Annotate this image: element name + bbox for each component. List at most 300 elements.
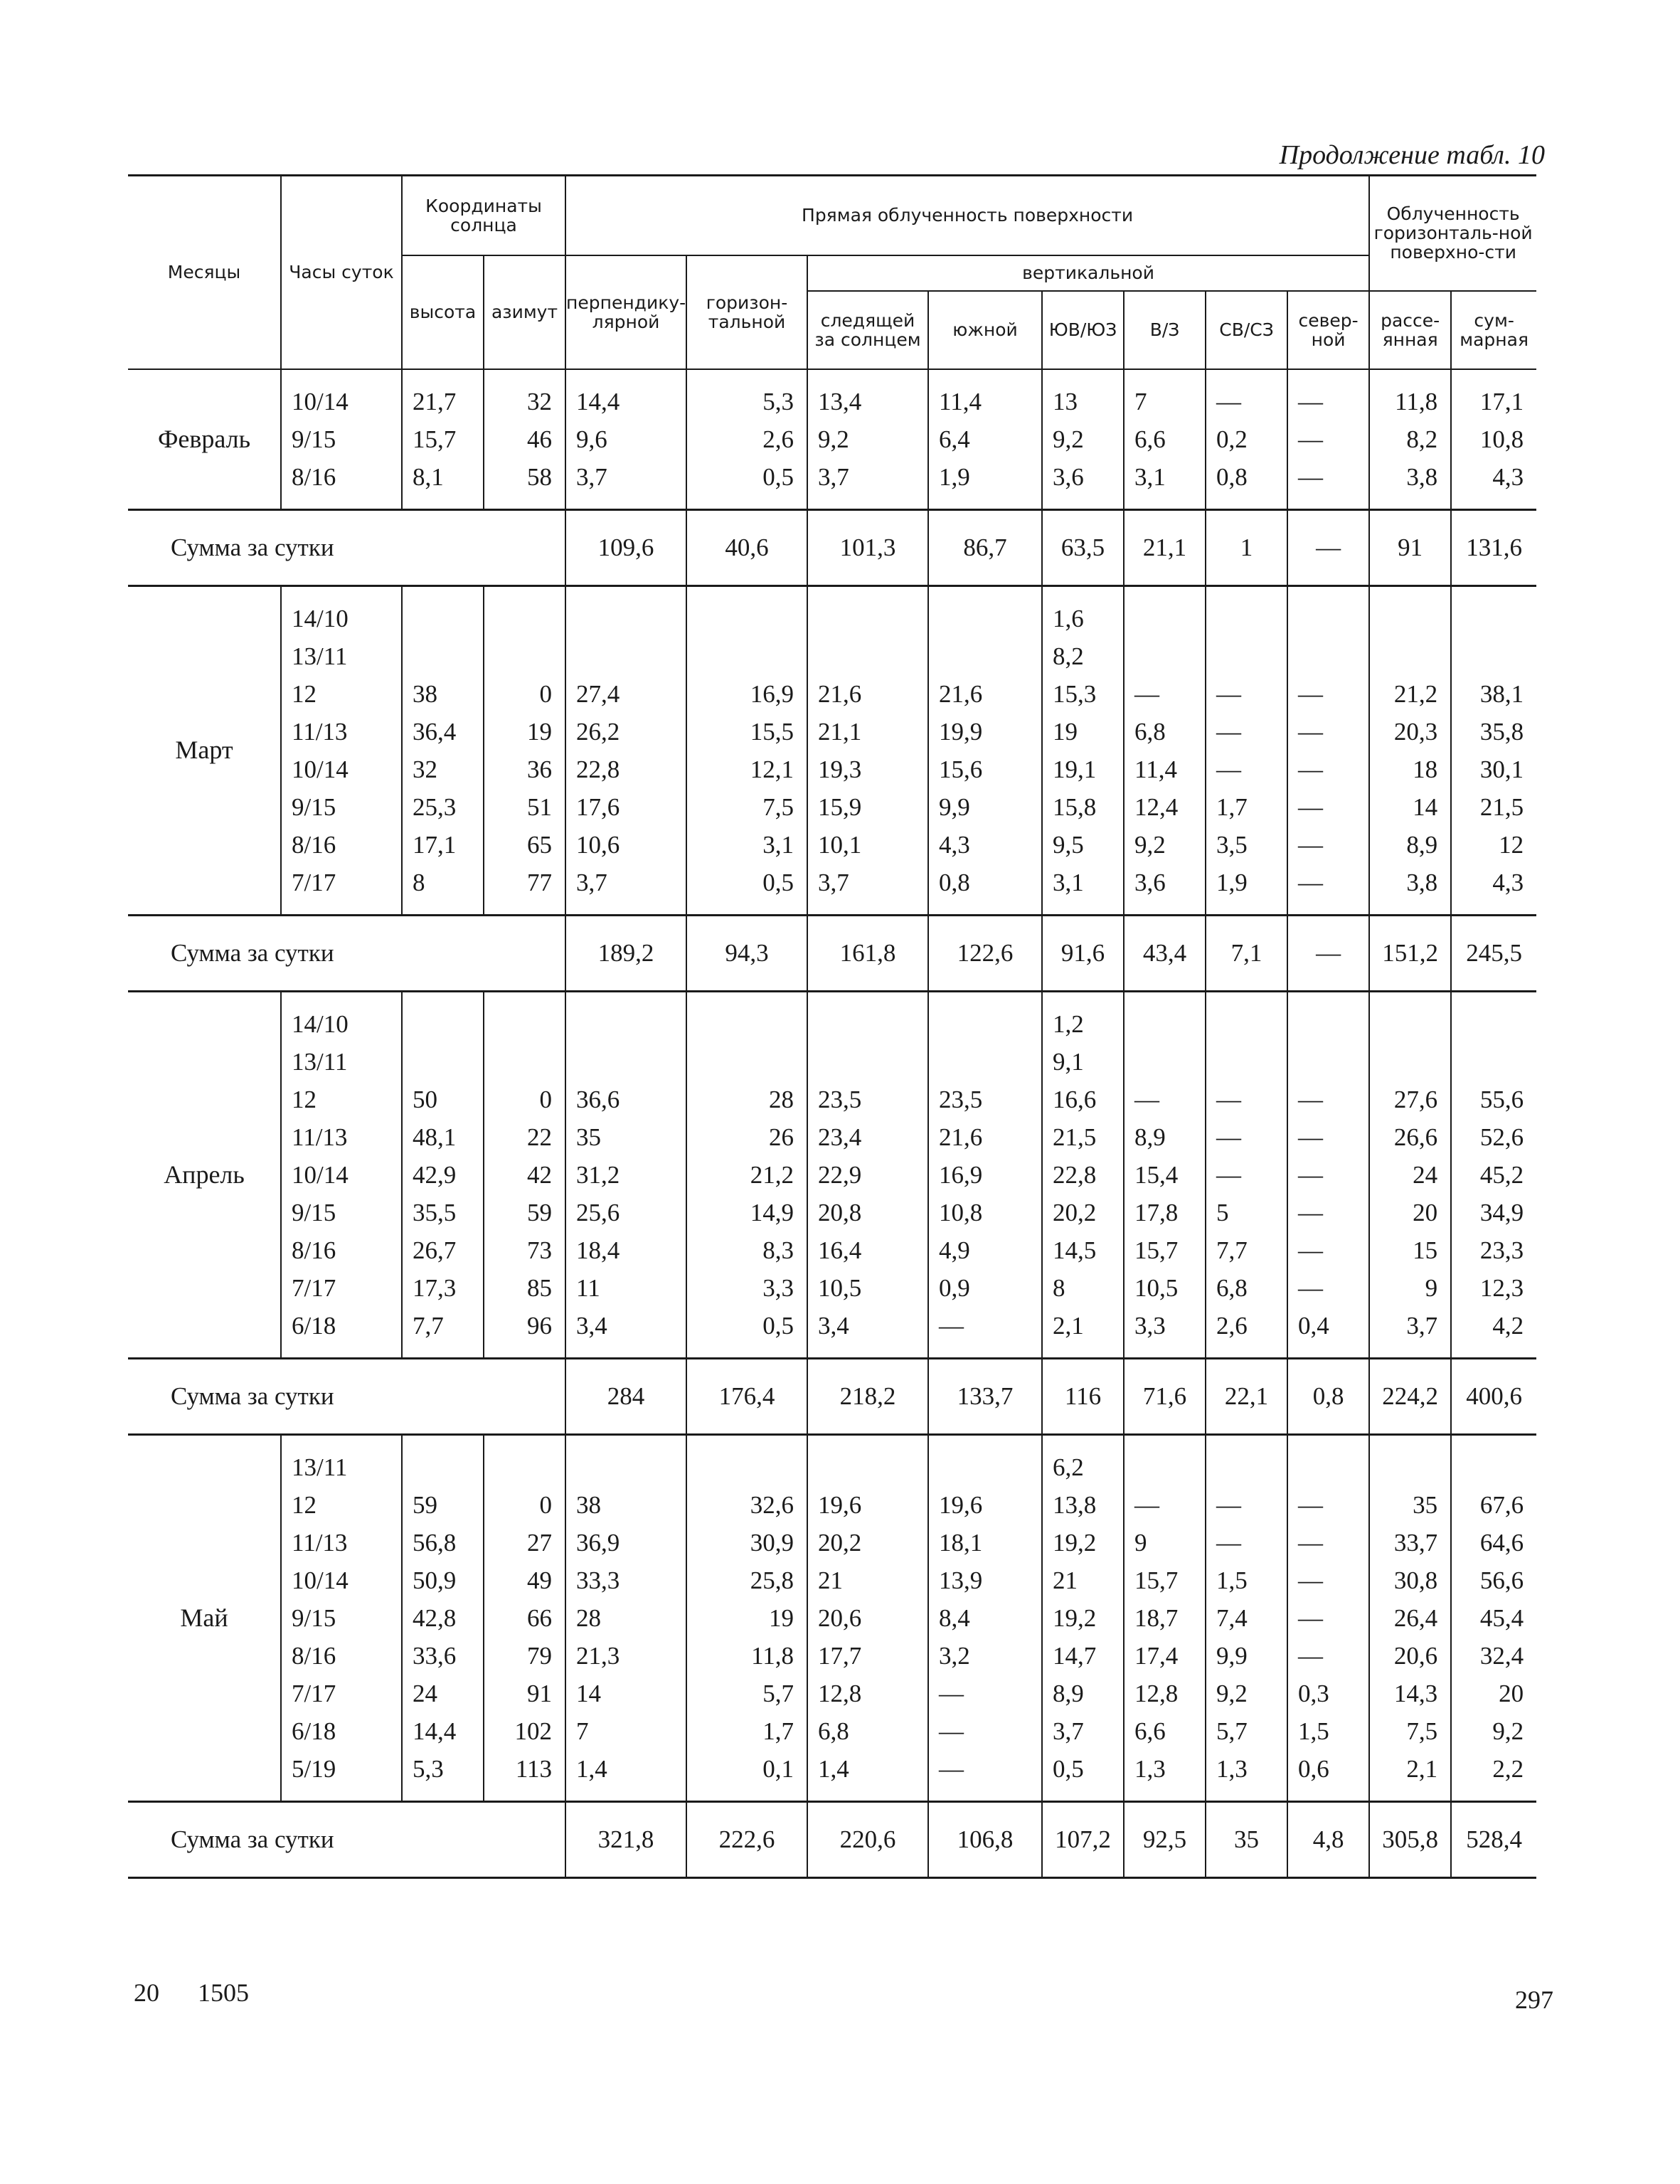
table-cell: 5,7: [1216, 1717, 1248, 1745]
table-cell: [484, 600, 552, 637]
table-cell: 13/11: [292, 1453, 348, 1481]
sum-cell: 222,6: [686, 1801, 807, 1877]
table-cell: [1298, 1043, 1368, 1081]
column-e-w: [1124, 585, 1206, 915]
table-cell: 11,4: [939, 387, 982, 415]
header-north: север-ной: [1287, 291, 1369, 369]
column-north: [1287, 369, 1369, 510]
table-cell: 5/19: [292, 1754, 336, 1783]
table-cell: 9,2: [1134, 830, 1166, 859]
table-cell: 38,1: [1479, 679, 1524, 708]
column-north: [1287, 991, 1369, 1358]
table-cell: 19,1: [1053, 755, 1097, 783]
table-cell: 6,4: [939, 425, 970, 453]
table-cell: 11,4: [1134, 755, 1177, 783]
table-cell: 19: [1053, 717, 1078, 746]
sum-label: Сумма за сутки: [128, 1358, 565, 1434]
header-diffuse: рассе-янная: [1369, 291, 1451, 369]
table-cell: 19,3: [818, 755, 862, 783]
table-cell: 26,7: [413, 1236, 457, 1264]
table-cell: [413, 637, 483, 675]
column-tracking: [807, 369, 928, 510]
column-total: [1451, 1434, 1536, 1801]
table-cell: 9,1: [1053, 1047, 1084, 1076]
table-cell: 16,6: [1053, 1085, 1097, 1113]
table-cell: 3,7: [818, 462, 849, 491]
column-tracking: [807, 991, 928, 1358]
table-cell: 20: [1499, 1679, 1524, 1707]
table-cell: 0,4: [1298, 1311, 1329, 1340]
table-cell: 21,5: [1053, 1123, 1097, 1151]
table-cell: 12: [292, 679, 317, 708]
table-cell: 12,4: [1134, 793, 1179, 821]
sum-cell: 0,8: [1287, 1358, 1369, 1434]
table-cell: 22,8: [1053, 1160, 1097, 1189]
table-cell: 24: [413, 1679, 437, 1707]
table-cell: 11/13: [292, 1528, 348, 1557]
table-cell: 2,6: [1216, 1311, 1248, 1340]
table-cell: 6/18: [292, 1717, 336, 1745]
table-cell: 1,6: [1053, 604, 1084, 632]
table-cell: [1216, 600, 1287, 637]
table-cell: 14/10: [292, 1009, 349, 1038]
table-cell: —: [1298, 1273, 1324, 1302]
table-cell: —: [939, 1311, 964, 1340]
sum-cell: 71,6: [1124, 1358, 1206, 1434]
table-cell: 21,5: [1479, 793, 1524, 821]
table-cell: 18,7: [1134, 1603, 1179, 1632]
table-cell: 20,6: [1393, 1641, 1438, 1670]
table-cell: 9/15: [292, 425, 336, 453]
sum-label: Сумма за сутки: [128, 915, 565, 991]
table-cell: 20: [1413, 1198, 1438, 1226]
table-cell: 85: [527, 1273, 553, 1302]
table-cell: 9,2: [1492, 1717, 1524, 1745]
table-cell: 9/15: [292, 1603, 336, 1632]
table-cell: 3,7: [818, 868, 849, 896]
table-cell: 18,4: [576, 1236, 620, 1264]
table-cell: 19,6: [939, 1490, 983, 1519]
table-cell: 38: [576, 1490, 602, 1519]
table-cell: 28: [769, 1085, 794, 1113]
table-cell: 32,4: [1479, 1641, 1524, 1670]
table-cell: 14: [576, 1679, 602, 1707]
table-cell: 11,8: [1395, 387, 1438, 415]
table-cell: 8,9: [1406, 830, 1438, 859]
table-cell: —: [1298, 1490, 1324, 1519]
table-cell: 56,6: [1479, 1566, 1524, 1594]
column-south: [928, 585, 1042, 915]
table-cell: 23,4: [818, 1123, 862, 1151]
table-cell: —: [1298, 868, 1324, 896]
table-cell: 3,6: [1053, 462, 1084, 491]
table-cell: 25,8: [750, 1566, 794, 1594]
table-cell: 79: [527, 1641, 553, 1670]
table-cell: 1,4: [576, 1754, 607, 1783]
sum-cell: 86,7: [928, 509, 1042, 585]
table-cell: 1,3: [1134, 1754, 1166, 1783]
sum-cell: 131,6: [1451, 509, 1536, 585]
month-label: Март: [128, 585, 281, 915]
table-cell: 0,5: [762, 462, 794, 491]
table-cell: 26,6: [1393, 1123, 1438, 1151]
daily-sum-row: [128, 1358, 1536, 1434]
table-cell: 15,7: [413, 425, 457, 453]
sum-cell: 161,8: [807, 915, 928, 991]
table-cell: 7,7: [413, 1311, 444, 1340]
table-cell: 24: [1413, 1160, 1438, 1189]
table-cell: [1134, 637, 1205, 675]
table-cell: 1,5: [1216, 1566, 1248, 1594]
irradiance-table: [128, 174, 1536, 1879]
table-cell: 55,6: [1479, 1085, 1524, 1113]
sum-cell: 122,6: [928, 915, 1042, 991]
table-cell: 10,8: [1479, 425, 1524, 453]
table-cell: [1370, 600, 1437, 637]
table-cell: 36,9: [576, 1528, 620, 1557]
column-diffuse: [1369, 585, 1451, 915]
table-cell: 12: [292, 1490, 317, 1519]
table-cell: 17,1: [1479, 387, 1524, 415]
table-cell: 2,1: [1053, 1311, 1084, 1340]
column-se-sw: [1042, 585, 1124, 915]
table-cell: [818, 1448, 927, 1486]
table-cell: 3,1: [762, 830, 794, 859]
sum-cell: 109,6: [565, 509, 686, 585]
sum-cell: —: [1287, 509, 1369, 585]
table-cell: 21: [1053, 1566, 1078, 1594]
table-cell: 22: [527, 1123, 553, 1151]
header-e-w: В/З: [1124, 291, 1206, 369]
table-cell: 50: [413, 1085, 437, 1113]
sum-cell: 400,6: [1451, 1358, 1536, 1434]
footer-printing-marks: [134, 1978, 287, 2008]
table-cell: —: [1216, 387, 1242, 415]
table-cell: 23,5: [818, 1085, 862, 1113]
table-cell: 11,8: [751, 1641, 794, 1670]
table-cell: 3,1: [1053, 868, 1084, 896]
table-cell: 59: [527, 1198, 553, 1226]
table-cell: 42: [527, 1160, 553, 1189]
table-cell: 0,9: [939, 1273, 970, 1302]
column-height: [402, 369, 484, 510]
sum-cell: 151,2: [1369, 915, 1451, 991]
table-cell: —: [1134, 1085, 1160, 1113]
table-cell: 7/17: [292, 1679, 336, 1707]
table-cell: —: [1298, 1641, 1324, 1670]
table-cell: [1370, 1005, 1437, 1043]
table-cell: 1,7: [762, 1717, 794, 1745]
table-cell: —: [1298, 755, 1324, 783]
table-cell: 17,8: [1134, 1198, 1179, 1226]
sum-cell: 35: [1206, 1801, 1287, 1877]
column-ne-nw: [1206, 585, 1287, 915]
table-cell: 7: [576, 1717, 589, 1745]
table-cell: 15,8: [1053, 793, 1097, 821]
table-cell: [413, 600, 483, 637]
table-cell: 46: [527, 425, 553, 453]
table-cell: 1,5: [1298, 1717, 1329, 1745]
table-cell: 8: [413, 868, 425, 896]
table-cell: —: [1298, 1160, 1324, 1189]
table-cell: 7/17: [292, 868, 336, 896]
table-cell: 16,4: [818, 1236, 862, 1264]
table-cell: 15,6: [939, 755, 983, 783]
table-cell: 0,5: [762, 1311, 794, 1340]
table-cell: 13/11: [292, 642, 348, 670]
column-height: [402, 585, 484, 915]
column-ne-nw: [1206, 1434, 1287, 1801]
table-cell: 102: [514, 1717, 553, 1745]
sum-cell: 107,2: [1042, 1801, 1124, 1877]
table-cell: 12,8: [1134, 1679, 1179, 1707]
table-cell: 0: [539, 679, 553, 708]
header-azimuth: азимут: [484, 255, 565, 369]
table-cell: 20,2: [818, 1528, 862, 1557]
column-e-w: [1124, 991, 1206, 1358]
table-cell: 30,9: [750, 1528, 794, 1557]
column-azimuth: [484, 585, 565, 915]
table-cell: 8,9: [1134, 1123, 1166, 1151]
table-cell: 12,1: [750, 755, 794, 783]
table-cell: 16,9: [750, 679, 794, 708]
table-cell: 12,3: [1479, 1273, 1524, 1302]
table-cell: 7,4: [1216, 1603, 1248, 1632]
table-cell: 3,7: [576, 462, 607, 491]
table-cell: 0: [539, 1085, 553, 1113]
table-cell: [484, 1005, 552, 1043]
table-cell: 10/14: [292, 755, 349, 783]
table-cell: 67,6: [1479, 1490, 1524, 1519]
table-cell: 36,6: [576, 1085, 620, 1113]
table-cell: 8,2: [1053, 642, 1084, 670]
table-cell: —: [1216, 1490, 1242, 1519]
table-cell: 1,2: [1053, 1009, 1084, 1038]
table-cell: [413, 1043, 483, 1081]
table-cell: 3,7: [576, 868, 607, 896]
column-horizontal: [686, 991, 807, 1358]
sum-cell: 91: [1369, 509, 1451, 585]
table-cell: 73: [527, 1236, 553, 1264]
table-cell: 0,8: [1216, 462, 1248, 491]
table-cell: 14,7: [1053, 1641, 1097, 1670]
table-cell: 14,5: [1053, 1236, 1097, 1264]
table-cell: [1452, 637, 1524, 675]
table-cell: [818, 1043, 927, 1081]
column-se-sw: [1042, 369, 1124, 510]
table-cell: 9: [1134, 1528, 1147, 1557]
sum-cell: 176,4: [686, 1358, 807, 1434]
table-cell: 14,9: [750, 1198, 794, 1226]
table-cell: [1216, 1005, 1287, 1043]
sum-cell: 1: [1206, 509, 1287, 585]
table-cell: [576, 1448, 686, 1486]
sum-cell: 106,8: [928, 1801, 1042, 1877]
sum-cell: 321,8: [565, 1801, 686, 1877]
table-cell: —: [1216, 1160, 1242, 1189]
table-cell: —: [1216, 755, 1242, 783]
month-block-row: [128, 585, 1536, 915]
column-ne-nw: [1206, 991, 1287, 1358]
table-cell: 15,4: [1134, 1160, 1179, 1189]
table-cell: 7/17: [292, 1273, 336, 1302]
table-cell: 8/16: [292, 1641, 336, 1670]
table-cell: 9: [1425, 1273, 1438, 1302]
table-cell: 10/14: [292, 1566, 349, 1594]
table-cell: —: [1216, 717, 1242, 746]
table-cell: 13,8: [1053, 1490, 1097, 1519]
table-cell: 2,6: [762, 425, 794, 453]
table-cell: 21: [818, 1566, 844, 1594]
table-cell: [1298, 1005, 1368, 1043]
table-cell: —: [1134, 679, 1160, 708]
table-cell: 4,3: [1492, 462, 1524, 491]
table-cell: 49: [527, 1566, 553, 1594]
table-cell: —: [1298, 1123, 1324, 1151]
month-block-row: [128, 991, 1536, 1358]
table-cell: 2,2: [1492, 1754, 1524, 1783]
table-cell: 7,5: [1406, 1717, 1438, 1745]
table-cell: 28: [576, 1603, 602, 1632]
sum-cell: 220,6: [807, 1801, 928, 1877]
month-block-row: [128, 369, 1536, 510]
table-cell: 0,1: [762, 1754, 794, 1783]
sum-cell: 4,8: [1287, 1801, 1369, 1877]
table-cell: —: [1298, 1085, 1324, 1113]
column-se-sw: [1042, 1434, 1124, 1801]
column-azimuth: [484, 369, 565, 510]
table-body: [128, 369, 1536, 1878]
header-tracking: следящей за солнцем: [807, 291, 928, 369]
sheet-number: 20: [134, 1978, 159, 2007]
column-diffuse: [1369, 991, 1451, 1358]
table-cell: —: [939, 1717, 964, 1745]
table-cell: 21,6: [939, 1123, 983, 1151]
sum-cell: 92,5: [1124, 1801, 1206, 1877]
table-cell: [687, 600, 794, 637]
table-cell: 7: [1134, 387, 1147, 415]
column-height: [402, 991, 484, 1358]
table-cell: 8/16: [292, 1236, 336, 1264]
table-cell: [939, 1448, 1041, 1486]
table-cell: 9,2: [818, 425, 849, 453]
table-cell: —: [1298, 793, 1324, 821]
table-cell: 4,2: [1492, 1311, 1524, 1340]
table-cell: [576, 1005, 686, 1043]
table-cell: 45,4: [1479, 1603, 1524, 1632]
table-cell: 8,9: [1053, 1679, 1084, 1707]
column-e-w: [1124, 1434, 1206, 1801]
column-total: [1451, 585, 1536, 915]
column-e-w: [1124, 369, 1206, 510]
table-cell: 21,6: [818, 679, 862, 708]
column-total: [1451, 369, 1536, 510]
header-south: южной: [928, 291, 1042, 369]
table-cell: 9,5: [1053, 830, 1084, 859]
table-cell: —: [1298, 717, 1324, 746]
table-cell: 3,5: [1216, 830, 1248, 859]
table-cell: [1452, 600, 1524, 637]
table-cell: 20,8: [818, 1198, 862, 1226]
table-cell: 3,4: [818, 1311, 849, 1340]
table-cell: 10,8: [939, 1198, 983, 1226]
table-cell: 21,2: [1393, 679, 1438, 708]
table-cell: 25,6: [576, 1198, 620, 1226]
table-cell: 1,7: [1216, 793, 1248, 821]
table-cell: 3,7: [1406, 1311, 1438, 1340]
column-south: [928, 369, 1042, 510]
table-cell: 33,6: [413, 1641, 457, 1670]
table-cell: 9,9: [1216, 1641, 1248, 1670]
table-cell: 14,4: [413, 1717, 457, 1745]
table-cell: 0,2: [1216, 425, 1248, 453]
table-cell: 15,5: [750, 717, 794, 746]
table-cell: [1134, 1043, 1205, 1081]
table-cell: 5,3: [413, 1754, 444, 1783]
table-cell: [1134, 1005, 1205, 1043]
table-cell: 22,8: [576, 755, 620, 783]
column-hours: [281, 1434, 402, 1801]
column-hours: [281, 991, 402, 1358]
table-cell: 1,9: [1216, 868, 1248, 896]
table-cell: 33,7: [1393, 1528, 1438, 1557]
column-hours: [281, 369, 402, 510]
table-cell: 8,4: [939, 1603, 970, 1632]
table-cell: [939, 1005, 1041, 1043]
column-south: [928, 991, 1042, 1358]
table-cell: [1452, 1005, 1524, 1043]
sum-cell: 43,4: [1124, 915, 1206, 991]
sum-cell: 224,2: [1369, 1358, 1451, 1434]
table-cell: 12: [292, 1085, 317, 1113]
table-cell: 14,3: [1393, 1679, 1438, 1707]
table-cell: [1216, 1043, 1287, 1081]
header-months: Месяцы: [128, 176, 281, 369]
table-cell: [576, 1043, 686, 1081]
table-cell: [1216, 637, 1287, 675]
table-cell: [939, 600, 1041, 637]
table-cell: 27,6: [1393, 1085, 1438, 1113]
table-cell: 5,7: [762, 1679, 794, 1707]
column-diffuse: [1369, 1434, 1451, 1801]
table-cell: 1,3: [1216, 1754, 1248, 1783]
table-cell: 9,2: [1053, 425, 1084, 453]
daily-sum-row: [128, 915, 1536, 991]
table-cell: —: [1298, 1236, 1324, 1264]
table-cell: 32,6: [750, 1490, 794, 1519]
table-cell: [818, 1005, 927, 1043]
table-cell: 14: [1413, 793, 1438, 821]
table-cell: 3,2: [939, 1641, 970, 1670]
table-cell: 45,2: [1479, 1160, 1524, 1189]
table-cell: 6,8: [1216, 1273, 1248, 1302]
table-cell: [687, 637, 794, 675]
sum-cell: 63,5: [1042, 509, 1124, 585]
sum-cell: 218,2: [807, 1358, 928, 1434]
column-ne-nw: [1206, 369, 1287, 510]
table-cell: 56,8: [413, 1528, 457, 1557]
header-direct: Прямая облученность поверхности: [565, 176, 1369, 255]
table-cell: 5: [1216, 1198, 1229, 1226]
table-cell: 4,9: [939, 1236, 970, 1264]
table-cell: —: [1298, 425, 1324, 453]
table-cell: [1452, 1043, 1524, 1081]
table-cell: 0: [539, 1490, 553, 1519]
table-cell: 23,5: [939, 1085, 983, 1113]
table-cell: 7,5: [762, 793, 794, 821]
sum-cell: 284: [565, 1358, 686, 1434]
page-number: 297: [1515, 1986, 1553, 2014]
